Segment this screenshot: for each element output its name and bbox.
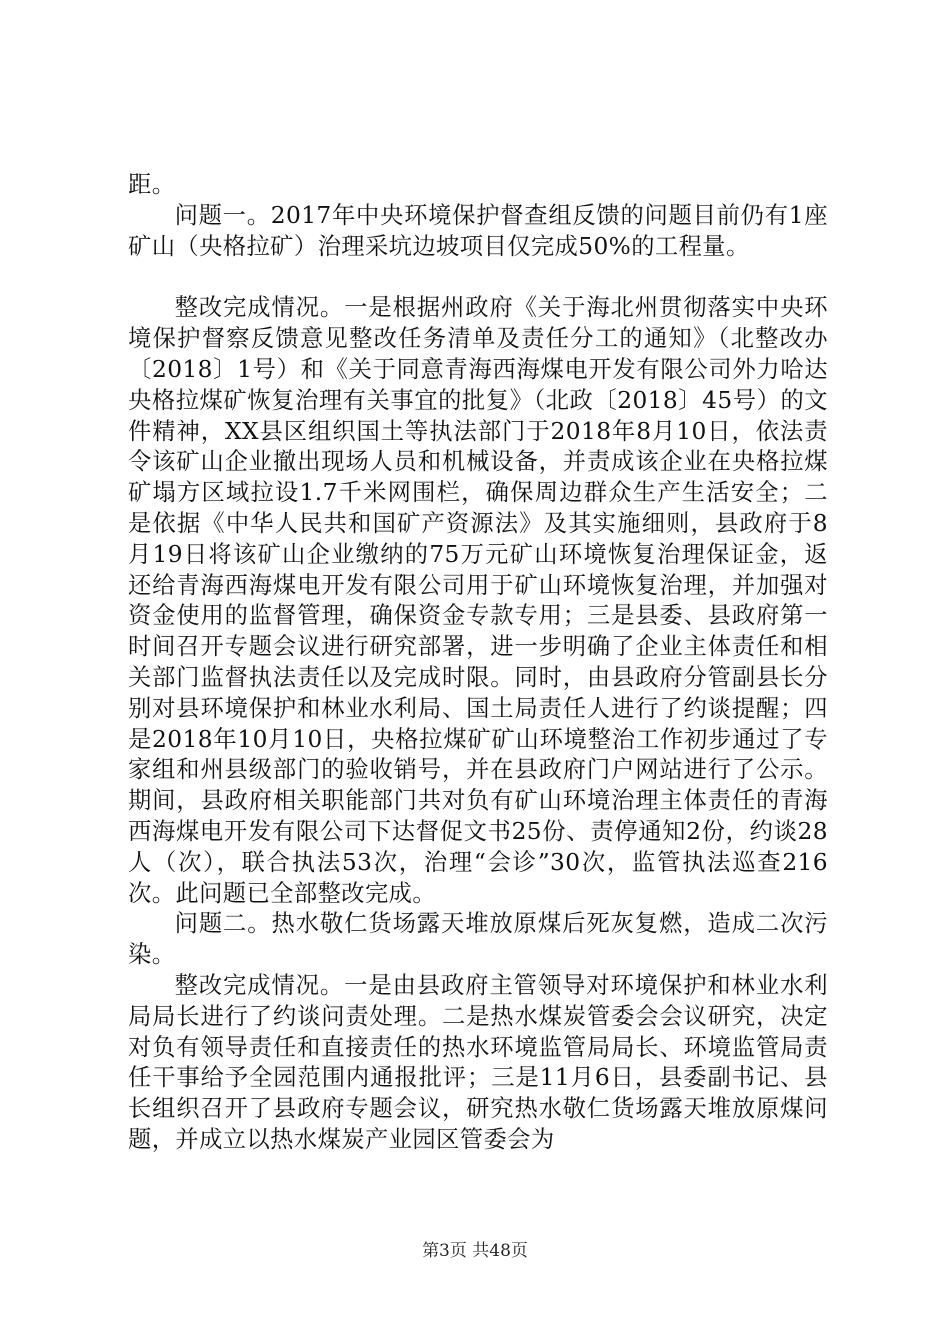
document-body [128,170,828,1156]
page-footer: 第3页 共48页 [422,1241,528,1261]
paragraph-continuation: 距。 [128,171,176,198]
paragraph-rectification-one: 整改完成情况。一是根据州政府《关于海北州贯彻落实中央环境保护督察反馈意见整改任务清单及责任分工的通知》（北整改办〔2018〕1号）和《关于同意青海西海煤电开发有限公司外力哈达央格拉煤矿恢复治理有关事宜的批复》（北政〔2018〕45号）的文件精神，XX县区组织国土等执法部门于2018年8月10日，依法责令该矿山企业撤出现场人员和机械设备，并责成该企业在央格拉煤矿塌方区域拉设1.7千米网围栏，确保周边群众生产生活安全；二是依据《中华人民共和国矿产资源法》及其实施细则，县政府于8月19日将该矿山企业缴纳的75万元矿山环境恢复治理保证金，返还给青海西海煤电开发有限公司用于矿山环境恢复治理，并加强对资金使用的监督管理，确保资金专款专用；三是县委、县政府第一时间召开专题会议进行研究部署，进一步明确了企业主体责任和相关部门监督执法责任以及完成时限。同时，由县政府分管副县长分别对县环境保护和林业水利局、国土局责任人进行了约谈提醒；四是2018年10月10日，央格拉煤矿矿山环境整治工作初步通过了专家组和州县级部门的验收销号，并在县政府门户网站进行了公示。期间，县政府相关职能部门共对负有矿山环境治理主体责任的青海西海煤电开发有限公司下达督促文书25份、责停通知2份，约谈28人（次），联合执法53次，治理“会诊”30次，监管执法巡查216次。此问题已全部整改完成。 [128,294,828,907]
paragraph-issue-two: 问题二。热水敬仁货场露天堆放原煤后死灰复燃，造成二次污染。 [128,910,828,969]
paragraph-rectification-two: 整改完成情况。一是由县政府主管领导对环境保护和林业水利局局长进行了约谈问责处理。二是热水煤炭管委会会议研究，决定对负有领导责任和直接责任的热水环境监管局局长、环境监管局责任干事给予全园范围内通报批评；三是11月6日，县委副书记、县长组织召开了县政府专题会议，研究热水敬仁货场露天堆放原煤问题，并成立以热水煤炭产业园区管委会为 [128,971,828,1153]
paragraph-issue-one: 问题一。2017年中央环境保护督查组反馈的问题目前仍有1座矿山（央格拉矿）治理采坑边坡项目仅完成50%的工程量。 [128,201,828,260]
